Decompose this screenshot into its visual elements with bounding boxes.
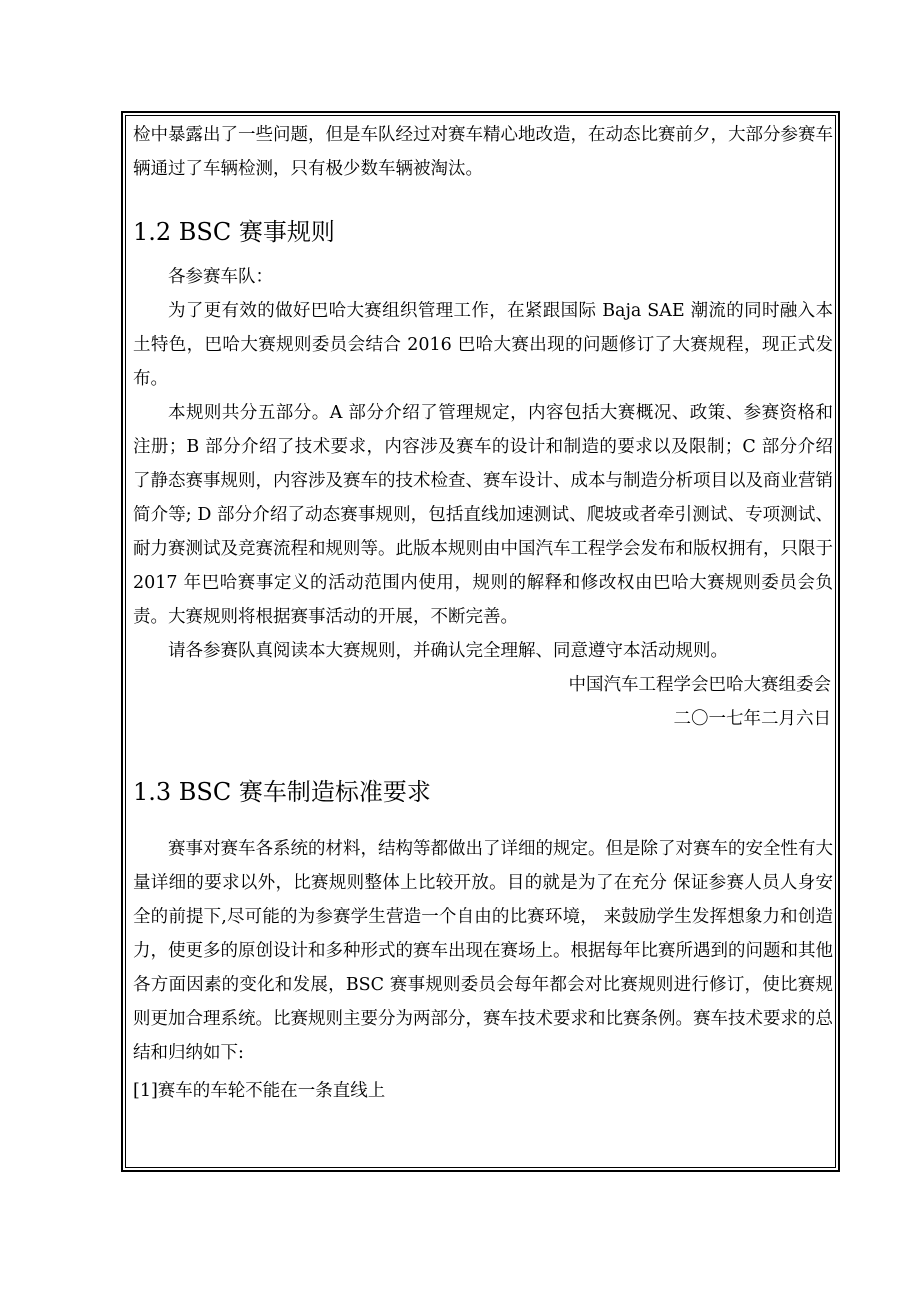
requirement-item-1: [1]赛车的车轮不能在一条直线上 bbox=[133, 1081, 386, 1101]
salutation: 各参赛车队： bbox=[168, 267, 273, 287]
rules-paragraph-2: 本规则共分五部分。A 部分介绍了管理规定，内容包括大赛概况、政策、参赛资格和注册；B 部分介绍了技术要求，内容涉及赛车的设计和制造的要求以及限制；C 部分介绍了静态赛事规则，内容涉及赛车的技术检查、赛车设计、成本与制造分析项目以及商业营销简介等; D 部分介绍了动态赛事规则，包括直线加速测试、爬坡或者牵引测试、专项测试、耐力赛测试及竞赛流程和规则等。此版本规则由中国汽车工程学会发布和版权拥有，只限于 2017 年巴哈赛事定义的活动范围内使用，规则的解释和修改权由巴哈大赛规则委员会负责。大赛规则将根据赛事活动的开展，不断完善。 bbox=[133, 403, 833, 627]
signature-organization: 中国汽车工程学会巴哈大赛组委会 bbox=[568, 675, 831, 695]
standards-paragraph: 赛事对赛车各系统的材料，结构等都做出了详细的规定。但是除了对赛车的安全性有大量详细的要求以外，比赛规则整体上比较开放。目的就是为了在充分 保证参赛人员人身安全的前提下,尽可能的为参赛学生营造一个自由的比赛环境， 来鼓励学生发挥想象力和创造力，使更多的原创设计和多种形式的赛车出现在赛场上。根据每年比赛所遇到的问题和其他各方面因素的变化和发展，BSC 赛事规则委员会每年都会对比赛规则进行修订，使比赛规则更加合理系统。比赛规则主要分为两部分，赛车技术要求和比赛条例。赛车技术要求的总结和归纳如下: bbox=[133, 839, 833, 1063]
intro-paragraph: 检中暴露出了一些问题，但是车队经过对赛车精心地改造，在动态比赛前夕，大部分参赛车辆通过了车辆检测，只有极少数车辆被淘汰。 bbox=[133, 125, 833, 179]
signature-date: 二〇一七年二月六日 bbox=[673, 709, 831, 729]
rules-paragraph-1: 为了更有效的做好巴哈大赛组织管理工作，在紧跟国际 Baja SAE 潮流的同时融入本土特色，巴哈大赛规则委员会结合 2016 巴哈大赛出现的问题修订了大赛规程，现正式发布。 bbox=[133, 301, 833, 389]
section-heading-1-2: 1.2 BSC 赛事规则 bbox=[133, 218, 335, 246]
section-heading-1-3: 1.3 BSC 赛车制造标准要求 bbox=[133, 778, 431, 806]
document-body bbox=[133, 118, 833, 1108]
rules-paragraph-3: 请各参赛队真阅读本大赛规则，并确认完全理解、同意遵守本活动规则。 bbox=[168, 641, 728, 661]
